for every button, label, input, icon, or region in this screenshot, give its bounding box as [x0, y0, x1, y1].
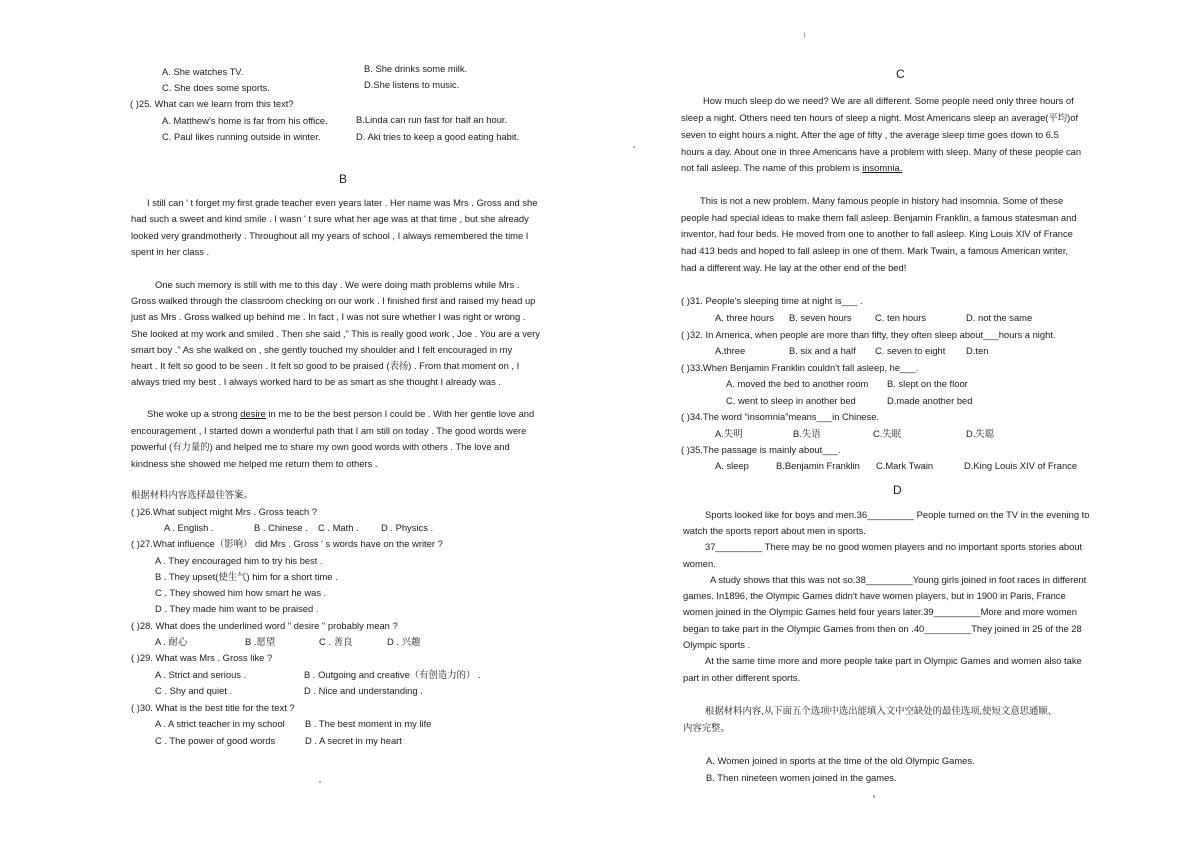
- text-line: Sports looked like for boys and men.36_________ People turned on the TV in the evening to: [705, 509, 1090, 520]
- answer-option[interactable]: D . They made him want to be praised .: [155, 603, 319, 614]
- section-b-heading: B: [339, 172, 348, 186]
- q25-option-c[interactable]: C. Paul likes running outside in winter.: [162, 131, 321, 142]
- question-stem: ( )29. What was Mrs . Gross like ?: [131, 652, 273, 663]
- text-line: A study shows that this was not so.38_________Young girls joined in foot races in different: [710, 574, 1087, 585]
- text-line: Gross walked through the classroom checking on our work . I finished first and raised my head up: [131, 295, 536, 306]
- answer-option[interactable]: C . 善良: [319, 636, 353, 647]
- question-stem: ( )28. What does the underlined word " desire " probably mean ?: [131, 620, 398, 631]
- answer-option[interactable]: C. went to sleep in another bed: [726, 395, 856, 406]
- q25-option-d[interactable]: D. Aki tries to keep a good eating habit.: [356, 131, 520, 142]
- answer-option[interactable]: D . Physics .: [381, 522, 434, 533]
- answer-option[interactable]: C. ten hours: [875, 312, 927, 323]
- answer-option[interactable]: A . Strict and serious .: [155, 669, 247, 680]
- question-stem: ( )31. People's sleeping time at night is___ .: [681, 295, 863, 306]
- q25-option-a[interactable]: A. Matthew's home is far from his office.: [162, 115, 328, 126]
- answer-option[interactable]: C . They showed him how smart he was .: [155, 587, 327, 598]
- answer-option[interactable]: C . Shy and quiet .: [155, 685, 233, 696]
- answer-option[interactable]: B .愿望: [245, 636, 276, 647]
- question-stem: ( )26.What subject might Mrs . Gross teach ?: [131, 506, 317, 517]
- text-line: 内容完整。: [683, 722, 730, 733]
- underlined-word-insomnia: insomnia.: [862, 162, 903, 173]
- text-line: people had special ideas to make them fall asleep. Benjamin Franklin, a famous statesman and: [681, 212, 1077, 223]
- answer-option[interactable]: D. not the same: [966, 312, 1033, 323]
- text-line: games. In1896, the Olympic Games didn't have women players, but in 1900 in Paris, France: [683, 590, 1066, 601]
- answer-option[interactable]: C . The power of good words: [155, 735, 276, 746]
- answer-option[interactable]: D.made another bed: [887, 395, 973, 406]
- section-c-heading: C: [896, 67, 905, 81]
- text-line: One such memory is still with me to this day . We were doing math problems while Mrs .: [155, 279, 520, 290]
- answer-option[interactable]: A. moved the bed to another room: [726, 378, 869, 389]
- answer-option[interactable]: B . They upset(使生气) him for a short time .: [155, 571, 338, 582]
- text-line: [681, 162, 902, 174]
- answer-option[interactable]: B.Benjamin Franklin: [776, 460, 860, 471]
- text-line: How much sleep do we need? We are all different. Some people need only three hours of: [703, 95, 1074, 106]
- text-line: She looked at my work and smiled . Then she said ," This is really good work , Joe . You are a very: [131, 328, 540, 339]
- text-line: kindness she showed me helped me return them to others .: [131, 458, 378, 469]
- q24-option-c[interactable]: C. She does some sports.: [162, 82, 270, 93]
- text-line: hours a day. About one in three Americans have a problem with sleep. Many of these people can: [681, 146, 1082, 157]
- q24-option-d[interactable]: D.She listens to music.: [364, 79, 460, 90]
- answer-option[interactable]: C.Mark Twain: [876, 460, 934, 471]
- text-line: sleep a night. Others need ten hours of sleep a night. Most Americans sleep an average(平均)of: [681, 112, 1079, 123]
- answer-option[interactable]: B. slept on the floor: [887, 378, 968, 389]
- text-line: women.: [683, 558, 716, 569]
- answer-option[interactable]: B . Chinese .: [254, 522, 308, 533]
- answer-option[interactable]: D . 兴趣: [387, 636, 421, 647]
- answer-option[interactable]: A. sleep: [715, 460, 749, 471]
- q24-option-b[interactable]: B. She drinks some milk.: [364, 63, 468, 74]
- answer-option[interactable]: A . A strict teacher in my school: [155, 718, 285, 729]
- answer-option[interactable]: D.King Louis XIV of France: [964, 460, 1078, 471]
- text-line: had 413 beds and hoped to fall asleep in one of them. Mark Twain, a famous American writer,: [681, 245, 1069, 256]
- answer-option[interactable]: A.three: [715, 345, 746, 356]
- text-line: looked very grandmotherly . Throughout all my years of school , I always remembered the time I: [131, 230, 529, 241]
- text-line: inventor, had four beds. He moved from one to another to fall asleep. King Louis XIV of France: [681, 228, 1073, 239]
- text-line: heart . It felt so good to be seen . It felt so good to be praised (表扬) . From that moment on , I: [131, 360, 520, 371]
- text-line: always tried my best . I always worked hard to be as smart as she thought I already was .: [131, 376, 501, 387]
- text-line: I still can ' t forget my first grade teacher even years later . Her name was Mrs . Gross and she: [147, 197, 538, 208]
- text-line: watch the sports report about men in sports.: [683, 525, 866, 536]
- text-line: had such a sweet and kind smile . I wasn ' t sure what her age was at that time , but she already: [131, 213, 529, 224]
- text-fragment: in me to be the best person I could be . With her gentle love and: [265, 408, 535, 419]
- text-line: Olympic sports .: [683, 639, 751, 650]
- question-stem: ( )27.What influence（影响） did Mrs . Gross ' s words have on the writer ?: [131, 538, 443, 549]
- q25-stem: ( )25. What can we learn from this text?: [130, 98, 294, 109]
- text-line: spent in her class .: [131, 246, 210, 257]
- text-line: 根据材料内容,从下面五个选项中选出能填入文中空缺处的最佳选项,使短文意思通顺、: [705, 705, 1058, 716]
- answer-option[interactable]: D.ten: [966, 345, 989, 356]
- text-fragment: not fall asleep. The name of this problem is: [681, 162, 863, 173]
- question-stem: ( )30. What is the best title for the text ?: [131, 702, 295, 713]
- scan-speck: [873, 795, 875, 798]
- q25-option-b[interactable]: B.Linda can run fast for half an hour.: [356, 114, 508, 125]
- question-stem: ( )32. In America, when people are more than fifty, they often sleep about___hours a night.: [681, 329, 1056, 340]
- underlined-word-desire: desire: [240, 408, 266, 419]
- answer-option[interactable]: A.失明: [715, 428, 743, 439]
- scan-speck: [633, 146, 635, 148]
- section-d-option-a[interactable]: A. Women joined in sports at the time of the old Olympic Games.: [706, 755, 975, 766]
- question-stem: ( )35.The passage is mainly about___.: [681, 444, 841, 455]
- answer-option[interactable]: D . A secret in my heart: [305, 735, 402, 746]
- answer-option[interactable]: B. six and a half: [789, 345, 856, 356]
- question-stem: ( )33.When Benjamin Franklin couldn't fall asleep, he___.: [681, 362, 919, 373]
- text-line: just as Mrs . Gross walked up behind me . In fact , I was not sure whether I was right or wrong .: [131, 311, 526, 322]
- answer-option[interactable]: B.失语: [793, 428, 821, 439]
- text-fragment: She woke up a strong: [147, 408, 241, 419]
- answer-option[interactable]: A. three hours: [715, 312, 774, 323]
- answer-option[interactable]: C . Math .: [318, 522, 359, 533]
- answer-option[interactable]: A . 耐心: [155, 636, 188, 647]
- text-line: seven to eight hours a night. After the age of fifty , the average sleep time goes down to 6.5: [681, 129, 1059, 140]
- text-line: smart boy ." As she walked on , she gently touched my shoulder and I felt encouraged in my: [131, 344, 513, 355]
- scan-speck: [319, 781, 321, 783]
- text-line: This is not a new problem. Many famous people in history had insomnia. Some of these: [700, 195, 1064, 206]
- answer-option[interactable]: D.失聪: [966, 428, 995, 439]
- text-line: At the same time more and more people take part in Olympic Games and women also take: [705, 655, 1082, 666]
- answer-option[interactable]: B . The best moment in my life: [305, 718, 432, 729]
- text-line: 37_________ There may be no good women players and no important sports stories about: [705, 541, 1083, 552]
- answer-option[interactable]: C.失眠: [873, 428, 902, 439]
- answer-option[interactable]: D . Nice and understanding .: [304, 685, 423, 696]
- answer-option[interactable]: A . English .: [164, 522, 214, 533]
- section-b-instruction: 根据材料内容选择最佳答案。: [131, 489, 253, 500]
- answer-option[interactable]: B. seven hours: [789, 312, 852, 323]
- text-line: had a different way. He lay at the other end of the bed!: [681, 262, 907, 273]
- q24-option-a[interactable]: A. She watches TV.: [162, 66, 244, 77]
- answer-option[interactable]: A . They encouraged him to try his best .: [155, 555, 323, 566]
- text-line: began to take part in the Olympic Games from then on .40_________They joined in 25 of the 28: [683, 623, 1082, 634]
- answer-option[interactable]: B . Outgoing and creative（有创造力的） .: [304, 669, 481, 680]
- scan-speck: [804, 32, 805, 38]
- text-line: women joined in the Olympic Games held four years later.39_________More and more women: [683, 606, 1077, 617]
- text-line: encouragement , I started down a wonderful path that I am still on today . The good words were: [131, 425, 527, 436]
- text-line: powerful (有力量的) and helped me to share my own good words with others . The love and: [131, 441, 510, 452]
- section-d-heading: D: [893, 483, 902, 497]
- text-line: part in other different sports.: [683, 672, 801, 683]
- answer-option[interactable]: C. seven to eight: [875, 345, 946, 356]
- text-line: [147, 408, 534, 420]
- question-stem: ( )34.The word “insomnia”means___in Chinese.: [681, 411, 880, 422]
- section-d-option-b[interactable]: B. Then nineteen women joined in the games.: [706, 772, 897, 783]
